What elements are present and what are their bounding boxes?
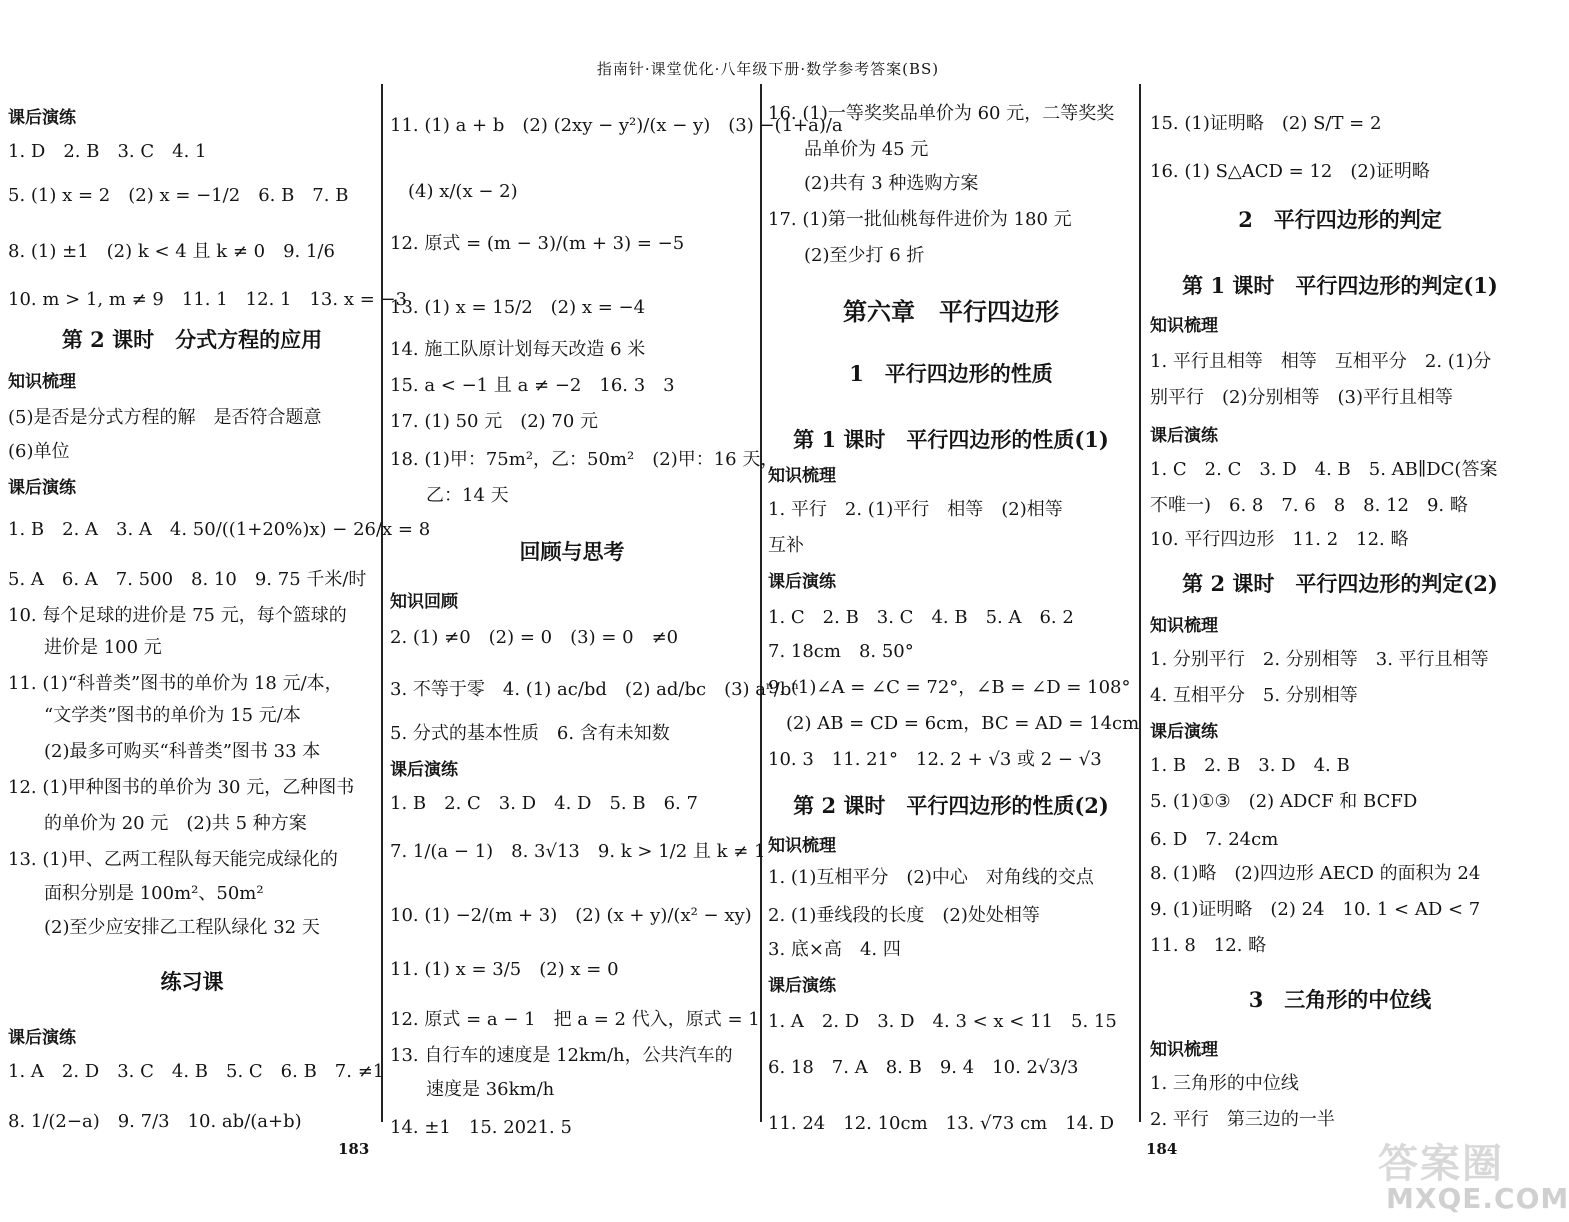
section-label: 课后演练 [1150, 722, 1218, 742]
section-label: 课后演练 [390, 760, 458, 780]
section-label: 课后演练 [8, 1028, 76, 1048]
answer-line: 15. (1)证明略 (2) S/T = 2 [1150, 113, 1382, 134]
answer-line: (2)共有 3 种选购方案 [768, 173, 979, 194]
answer-line: 5. 分式的基本性质 6. 含有未知数 [390, 723, 670, 744]
answer-line: (2)最多可购买“科普类”图书 33 本 [8, 741, 321, 762]
answer-line: 5. A 6. A 7. 500 8. 10 9. 75 千米/时 [8, 569, 367, 590]
answer-line: 别平行 (2)分别相等 (3)平行且相等 [1150, 387, 1453, 408]
section-heading: 第六章 平行四边形 [843, 297, 1059, 326]
answer-line: 14. ±1 15. 2021. 5 [390, 1117, 572, 1138]
answer-line: 1. 分别平行 2. 分别相等 3. 平行且相等 [1150, 649, 1489, 670]
answer-line: 7. 1/(a − 1) 8. 3√13 9. k > 1/2 且 k ≠ 1 [390, 841, 766, 862]
answer-line: 乙：14 天 [390, 485, 509, 506]
answer-line: 10. m > 1, m ≠ 9 11. 1 12. 1 13. x = −3 [8, 289, 408, 310]
answer-line: (2)至少打 6 折 [768, 245, 925, 266]
section-heading: 第 2 课时 分式方程的应用 [61, 327, 323, 352]
answer-line: 1. C 2. B 3. C 4. B 5. A 6. 2 [768, 607, 1074, 628]
column-divider [381, 84, 383, 1122]
section-heading: 2 平行四边形的判定 [1238, 207, 1442, 232]
answer-line: 11. 8 12. 略 [1150, 935, 1267, 956]
section-heading: 第 1 课时 平行四边形的性质(1) [793, 427, 1109, 452]
answer-line: 16. (1)一等奖奖品单价为 60 元，二等奖奖 [768, 103, 1115, 124]
answer-line: (5)是否是分式方程的解 是否符合题意 [8, 407, 322, 428]
section-label: 课后演练 [8, 478, 76, 498]
answer-line: 7. 18cm 8. 50° [768, 641, 914, 662]
answer-line: 11. (1) x = 3/5 (2) x = 0 [390, 959, 619, 980]
page-number-right: 184 [1146, 1140, 1178, 1158]
answer-line: 12. 原式 = a − 1 把 a = 2 代入，原式 = 1 [390, 1009, 760, 1030]
answer-line: 2. (1) ≠0 (2) = 0 (3) = 0 ≠0 [390, 627, 679, 648]
answer-line: 8. 1/(2−a) 9. 7/3 10. ab/(a+b) [8, 1111, 302, 1132]
answer-line: 面积分别是 100m²、50m² [8, 883, 264, 904]
answer-line: 9. (1)证明略 (2) 24 10. 1 < AD < 7 [1150, 899, 1481, 920]
answer-line: 2. (1)垂线段的长度 (2)处处相等 [768, 905, 1040, 926]
section-label: 知识梳理 [1150, 316, 1218, 336]
section-heading: 第 2 课时 平行四边形的性质(2) [793, 793, 1109, 818]
answer-line: 13. (1) x = 15/2 (2) x = −4 [390, 297, 646, 318]
answer-line: (4) x/(x − 2) [390, 181, 518, 202]
watermark-url: MXQE.COM [1386, 1182, 1569, 1215]
section-label: 知识梳理 [768, 836, 836, 856]
answer-line: 1. B 2. A 3. A 4. 50/((1+20%)x) − 26/x = 8 [8, 519, 431, 540]
answer-line: 1. A 2. D 3. D 4. 3 < x < 11 5. 15 [768, 1011, 1117, 1032]
answer-line: 12. (1)甲种图书的单价为 30 元，乙种图书 [8, 777, 355, 798]
answer-line: 的单价为 20 元 (2)共 5 种方案 [8, 813, 307, 834]
answer-line: 1. 平行且相等 相等 互相平分 2. (1)分 [1150, 351, 1492, 372]
answer-line: 1. B 2. C 3. D 4. D 5. B 6. 7 [390, 793, 698, 814]
answer-line: 10. (1) −2/(m + 3) (2) (x + y)/(x² − xy) [390, 905, 752, 926]
answer-line: 6. 18 7. A 8. B 9. 4 10. 2√3/3 [768, 1057, 1079, 1078]
answer-line: 17. (1)第一批仙桃每件进价为 180 元 [768, 209, 1072, 230]
answer-line: 13. 自行车的速度是 12km/h，公共汽车的 [390, 1045, 733, 1066]
answer-line: 18. (1)甲：75m²，乙：50m² (2)甲：16 天， [390, 449, 779, 470]
answer-line: 8. (1)略 (2)四边形 AECD 的面积为 24 [1150, 863, 1481, 884]
section-label: 知识梳理 [768, 466, 836, 486]
watermark-text: 答案圈 [1378, 1141, 1504, 1187]
answer-line: 2. 平行 第三边的一半 [1150, 1109, 1335, 1130]
answer-line: 10. 3 11. 21° 12. 2 + √3 或 2 − √3 [768, 749, 1102, 770]
answer-line: (2)至少应安排乙工程队绿化 32 天 [8, 917, 320, 938]
answer-line: 8. (1) ±1 (2) k < 4 且 k ≠ 0 9. 1/6 [8, 241, 335, 262]
answer-line: 11. 24 12. 10cm 13. √73 cm 14. D [768, 1113, 1115, 1134]
answer-line: (2) AB = CD = 6cm，BC = AD = 14cm [768, 713, 1140, 734]
answer-line: 1. A 2. D 3. C 4. B 5. C 6. B 7. ≠1 [8, 1061, 385, 1082]
answer-line: 3. 不等于零 4. (1) ac/bd (2) ad/bc (3) aⁿ/bⁿ [390, 679, 800, 700]
answer-line: 12. 原式 = (m − 3)/(m + 3) = −5 [390, 233, 685, 254]
answer-line: 9. (1)∠A = ∠C = 72°，∠B = ∠D = 108° [768, 677, 1131, 698]
section-heading: 第 2 课时 平行四边形的判定(2) [1182, 571, 1498, 596]
answer-line: 1. 平行 2. (1)平行 相等 (2)相等 [768, 499, 1063, 520]
page-header: 指南针·课堂优化·八年级下册·数学参考答案(BS) [596, 60, 940, 78]
section-heading: 回顾与思考 [519, 539, 625, 564]
answer-line: 5. (1)①③ (2) ADCF 和 BCFD [1150, 791, 1418, 812]
answer-line: 1. 三角形的中位线 [1150, 1073, 1299, 1094]
section-label: 知识梳理 [1150, 616, 1218, 636]
section-label: 知识回顾 [390, 592, 458, 612]
answer-line: 6. D 7. 24cm [1150, 829, 1279, 850]
answer-line: 1. (1)互相平分 (2)中心 对角线的交点 [768, 867, 1094, 888]
answer-line: 4. 互相平分 5. 分别相等 [1150, 685, 1358, 706]
answer-line: 14. 施工队原计划每天改造 6 米 [390, 339, 646, 360]
answer-line: 16. (1) S△ACD = 12 (2)证明略 [1150, 161, 1430, 182]
answer-line: 5. (1) x = 2 (2) x = −1/2 6. B 7. B [8, 185, 349, 206]
section-heading: 1 平行四边形的性质 [849, 361, 1053, 386]
column-divider [1139, 84, 1141, 1122]
answer-line: 速度是 36km/h [390, 1079, 555, 1100]
section-label: 课后演练 [768, 572, 836, 592]
section-heading: 3 三角形的中位线 [1248, 987, 1432, 1012]
section-heading: 练习课 [160, 969, 224, 994]
answer-line: 3. 底×高 4. 四 [768, 939, 901, 960]
answer-line: 11. (1) a + b (2) (2xy − y²)/(x − y) (3) −(1+a)/a [390, 115, 843, 136]
answer-line: (6)单位 [8, 441, 70, 462]
answer-line: 互补 [768, 535, 804, 556]
answer-line: 进价是 100 元 [8, 637, 162, 658]
section-label: 课后演练 [8, 108, 76, 128]
section-label: 知识梳理 [8, 372, 76, 392]
answer-line: 不唯一) 6. 8 7. 6 8 8. 12 9. 略 [1150, 495, 1468, 516]
section-label: 知识梳理 [1150, 1040, 1218, 1060]
answer-line: 11. (1)“科普类”图书的单价为 18 元/本， [8, 673, 343, 694]
answer-line: 1. B 2. B 3. D 4. B [1150, 755, 1350, 776]
column-divider [760, 84, 762, 1122]
watermark-logo [1372, 1132, 1569, 1218]
section-heading: 第 1 课时 平行四边形的判定(1) [1182, 273, 1498, 298]
section-label: 课后演练 [1150, 426, 1218, 446]
answer-line: 1. C 2. C 3. D 4. B 5. AB∥DC(答案 [1150, 459, 1498, 480]
answer-line: 10. 平行四边形 11. 2 12. 略 [1150, 529, 1409, 550]
answer-line: 1. D 2. B 3. C 4. 1 [8, 141, 207, 162]
answer-line: 13. (1)甲、乙两工程队每天能完成绿化的 [8, 849, 338, 870]
answer-line: 10. 每个足球的进价是 75 元，每个篮球的 [8, 605, 347, 626]
section-label: 课后演练 [768, 976, 836, 996]
page-number-left: 183 [338, 1140, 370, 1158]
answer-line: 17. (1) 50 元 (2) 70 元 [390, 411, 599, 432]
answer-line: “文学类”图书的单价为 15 元/本 [8, 705, 301, 726]
answer-line: 15. a < −1 且 a ≠ −2 16. 3 3 [390, 375, 675, 396]
answer-line: 品单价为 45 元 [768, 139, 929, 160]
